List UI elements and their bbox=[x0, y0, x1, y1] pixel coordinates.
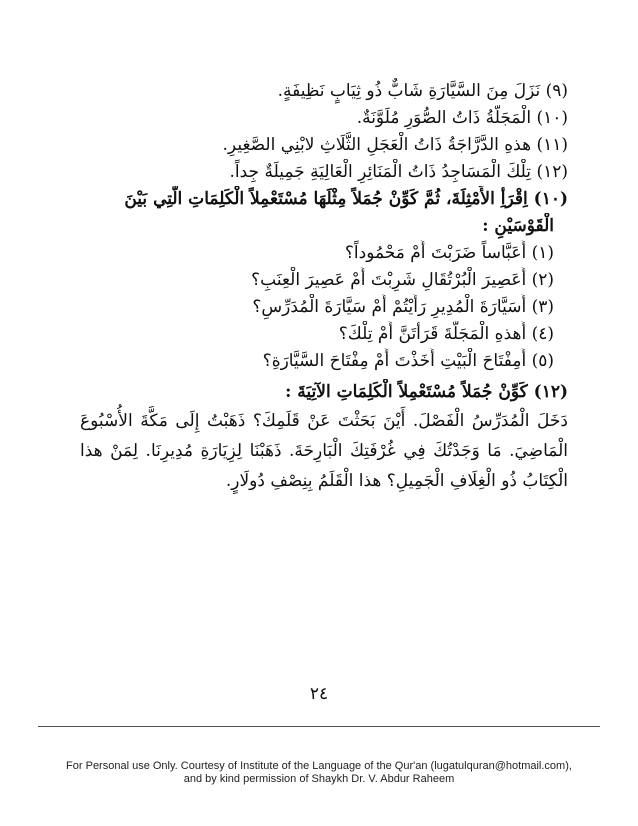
exercise-10-heading-continued: الْقَوْسَيْنِ : bbox=[482, 216, 554, 236]
footer-notice bbox=[0, 760, 638, 786]
sentence-9: (٩) نَزَلَ مِنَ السَّيَّارَةِ شَابٌّ ذُو ثِيَابٍ نَظِيفَةٍ. bbox=[277, 81, 568, 101]
exercise-12-paragraph: دَخَلَ الْمُدَرِّسُ الْفَصْلَ. أَيْنَ بَحَثْتَ عَنْ قَلَمِكَ؟ ذَهَبْتُ إِلَى مَكَّةَ الأُسْبُوعَ الْمَاضِيَ. مَا وَجَدْتُكَ فِي غُرْفَتِكَ الْبَارِحَةَ. ذَهَبْنَا لِزِيَارَةِ مُدِيرِنَا. لِمَنْ هذا الْكِتَابُ ذُو الْغِلَافِ الْجَمِيلِ؟ هذا الْقَلَمُ بِنِصْفِ دُولَارٍ. bbox=[80, 411, 568, 491]
sentence-12: (١٢) تِلْكَ الْمَسَاجِدُ ذَاتُ الْمَنَائِرِ الْعَالِيَةِ جَمِيلَةٌ جِداً. bbox=[229, 162, 568, 182]
exercise-10-item-4: (٤) أَهذهِ الْمَجَلَّةَ قَرَأْتَنَّ أَمْ تِلْكَ؟ bbox=[338, 324, 554, 344]
exercise-10-item-2: (٢) أَعَصِيرَ الْبُرْتُقَالِ شَرِبْتَ أَمْ عَصِيرَ الْعِنَبِ؟ bbox=[251, 270, 554, 290]
exercise-10-item-1: (١) أَعَبَّاساً ضَرَبْتَ أَمْ مَحْمُوداً؟ bbox=[344, 243, 554, 263]
exercise-10-item-3: (٣) أَسَيَّارَةَ الْمُدِيرِ رَأَيْتُمْ أَمْ سَيَّارَةَ الْمُدَرِّسِ؟ bbox=[252, 297, 554, 317]
footer-line-2: and by kind permission of Shaykh Dr. V. Abdur Raheem bbox=[183, 773, 455, 785]
page-number: ٢٤ bbox=[309, 684, 329, 704]
footer-divider bbox=[38, 726, 600, 727]
footer-line-1: For Personal use Only. Courtesy of Institute of the Language of the Qur'an (lugatulquran@hotmail.com), bbox=[66, 760, 572, 772]
sentence-11: (١١) هذهِ الدَّرَّاجَةُ ذَاتُ الْعَجَلِ الثَّلَاثِ لابْنِي الصَّغِيرِ. bbox=[222, 135, 568, 155]
page-body bbox=[80, 78, 568, 496]
exercise-10-item-5: (٥) أَمِفْتَاحَ الْبَيْتِ أَخَذْتَ أَمْ مِفْتَاحَ السَّيَّارَةِ؟ bbox=[262, 351, 554, 371]
exercise-12-heading: (١٢) كَوِّنْ جُمَلاً مُسْتَعْمِلاً الْكَلِمَاتِ الآتِيَةَ : bbox=[285, 382, 568, 402]
sentence-10: (١٠) الْمَجَلَّةُ ذَاتُ الصُّوَرِ مُلَوَّنَةٌ. bbox=[356, 108, 568, 128]
exercise-10-heading: (١٠) اِقْرَأِ الأَمْثِلَةَ، ثُمَّ كَوِّنْ جُمَلاً مِثْلَهَا مُسْتَعْمِلاً الْكَلِمَاتِ الَّتِي بَيْنَ bbox=[124, 189, 568, 209]
